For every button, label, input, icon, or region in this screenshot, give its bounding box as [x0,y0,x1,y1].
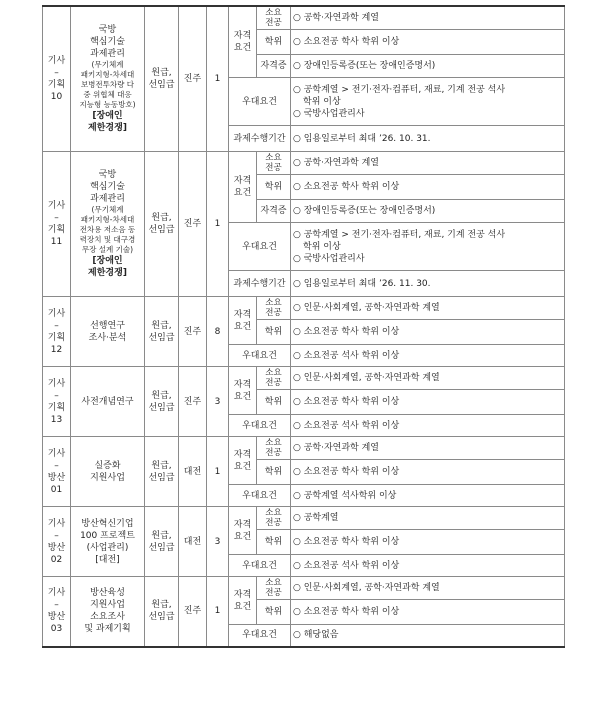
job-code-line: 기사 [47,201,66,211]
grade-line: 선임급 [148,225,175,235]
preference-text: ○ 소요전공 석사 학위 이상 [293,350,400,361]
requirements-label [229,577,257,625]
label-line: 전공 [265,588,282,598]
job-name-line: [대전] [95,554,120,565]
job-name-line: 지원사업 [90,472,125,483]
restriction-label: [장애인 [92,256,123,266]
job-name [71,507,145,577]
certificate-value [291,55,565,78]
job-name [71,6,145,152]
headcount: 3 [207,367,229,437]
headcount: 1 [207,577,229,647]
grade-line: 원급, [151,68,172,78]
table-row [43,297,565,320]
table-row [43,507,565,530]
major-label [257,507,291,530]
major-value [291,367,565,390]
preference-value [291,78,565,126]
label-line: 요건 [233,391,252,402]
recruitment-table [42,5,565,648]
preference-value [291,625,565,647]
job-code-line: 11 [50,237,63,247]
job-code-line: – [54,530,59,541]
location: 진주 [179,577,207,647]
preference-value [291,555,565,577]
job-name-line: 및 과제기획 [84,624,131,635]
requirements-label [229,367,257,415]
grade [145,437,179,507]
job-name-line: (사업관리) [86,542,129,553]
headcount: 3 [207,507,229,577]
label-line: 자격 [233,31,252,41]
label-line: 자격 [233,589,252,600]
preference-value [291,415,565,437]
label-line: 자격 [233,519,252,530]
job-code-line: – [54,600,59,611]
job-name-line: 100 프로젝트 [80,530,135,541]
location: 대전 [179,507,207,577]
period-value [291,126,565,152]
table-row [43,6,565,30]
label-line: 소요 [265,8,282,18]
grade-line: 원급, [151,390,172,401]
preference-text: ○ 소요전공 석사 학위 이상 [293,560,400,571]
preference-value [291,345,565,367]
job-name-detail: 중 위협체 대응 [83,90,132,99]
preference-label: 우대요건 [229,485,291,507]
job-name-detail: (무기체계 [91,60,124,69]
job-name [71,577,145,647]
grade [145,367,179,437]
preference-text: ○ 소요전공 석사 학위 이상 [293,420,400,431]
grade-line: 선임급 [148,472,175,483]
degree-value [291,460,565,485]
degree-value [291,530,565,555]
job-name-line: 핵심기술 [90,182,125,192]
degree-label: 학위 [257,460,291,485]
job-name-line: 지원사업 [90,600,125,611]
job-name-detail: 패키지형-차세대 [80,215,135,224]
label-line: 소요 [265,578,282,588]
major-label [257,6,291,30]
job-code-line: 기획 [47,332,66,343]
grade-line: 원급, [151,460,172,471]
job-code [43,577,71,647]
job-code-line: 방산 [47,472,66,483]
job-code-line: 01 [50,484,63,495]
requirements-label [229,437,257,485]
preference-value [291,223,565,271]
job-code [43,437,71,507]
location: 진주 [179,152,207,297]
major-text: ○ 공학계열 [293,513,339,523]
location: 대전 [179,437,207,507]
major-label [257,297,291,320]
degree-text: ○ 소요전공 학사 학위 이상 [293,37,400,47]
job-name-line: 방산육성 [90,588,125,599]
label-line: 자격 [233,379,252,390]
grade-line: 원급, [151,600,172,611]
major-value [291,437,565,460]
major-label [257,437,291,460]
degree-value [291,30,565,55]
job-code [43,367,71,437]
label-line: 소요 [265,508,282,518]
headcount: 1 [207,437,229,507]
job-code-line: 기사 [47,448,66,459]
degree-text: ○ 소요전공 학사 학위 이상 [293,397,400,407]
job-code-line: 13 [50,414,63,425]
job-name-detail: 패키지형-차세대 [80,70,135,79]
certificate-text: ○ 장애인등록증(또는 장애인증명서) [293,206,436,216]
preference-label: 우대요건 [229,625,291,647]
table-body [43,6,565,647]
label-line: 전공 [265,448,282,458]
requirements-label [229,152,257,223]
grade [145,507,179,577]
label-line: 요건 [233,43,252,53]
job-code-line: – [54,213,59,223]
job-code-line: 방산 [47,542,66,553]
degree-label: 학위 [257,600,291,625]
job-code-line: 기사 [47,588,66,599]
major-label [257,577,291,600]
label-line: 요건 [233,321,252,332]
grade-line: 원급, [151,530,172,541]
restriction-label: 제한경쟁] [88,123,127,133]
grade-line: 선임급 [148,612,175,623]
job-name-line: 과제관리 [90,194,125,204]
degree-label: 학위 [257,320,291,345]
label-line: 전공 [265,18,282,28]
major-text: ○ 인문·사회계열, 공학·자연과학 계열 [293,583,440,593]
degree-value [291,175,565,200]
major-value [291,507,565,530]
degree-text: ○ 소요전공 학사 학위 이상 [293,467,400,477]
job-code [43,152,71,297]
degree-text: ○ 소요전공 학사 학위 이상 [293,182,400,192]
job-name-detail: 무장 설계 기술) [81,245,134,254]
job-code-line: 기사 [47,518,66,529]
requirements-label [229,507,257,555]
grade-line: 선임급 [148,80,175,90]
preference-label: 우대요건 [229,415,291,437]
label-line: 자격 [233,309,252,320]
job-code-line: 기사 [47,378,66,389]
grade-line: 원급, [151,320,172,331]
job-code-line: – [54,320,59,331]
certificate-label: 자격증 [257,200,291,223]
headcount: 8 [207,297,229,367]
job-name-line: 실증화 [94,460,121,471]
period-value [291,271,565,297]
label-line: 전공 [265,308,282,318]
job-code-line: – [54,390,59,401]
table-row [43,577,565,600]
period-label: 과제수행기간 [229,126,291,152]
degree-label: 학위 [257,30,291,55]
label-line: 소요 [265,438,282,448]
major-text: ○ 인문·사회계열, 공학·자연과학 계열 [293,303,440,313]
grade [145,577,179,647]
major-text: ○ 공학·자연과학 계열 [293,13,379,23]
job-name-line: 선행연구 [90,320,125,331]
job-code [43,507,71,577]
job-code-line: – [54,460,59,471]
table-row [43,437,565,460]
job-code-line: 10 [50,92,63,102]
job-name-line: 조사·분석 [88,332,127,343]
location: 진주 [179,6,207,152]
job-code-line: 기획 [47,225,66,235]
label-line: 요건 [233,601,252,612]
label-line: 소요 [265,368,282,378]
certificate-label: 자격증 [257,55,291,78]
label-line: 요건 [233,461,252,472]
major-text: ○ 인문·사회계열, 공학·자연과학 계열 [293,373,440,383]
degree-text: ○ 소요전공 학사 학위 이상 [293,607,400,617]
preference-text: ○ 국방사업관리사 [293,108,365,119]
period-label: 과제수행기간 [229,271,291,297]
preference-text: ○ 공학계열 석사학위 이상 [293,490,397,501]
location: 진주 [179,297,207,367]
job-name-detail: 력장치 및 대구경 [79,235,136,244]
label-line: 요건 [233,188,252,198]
major-label [257,367,291,390]
job-code-line: 03 [50,624,63,635]
major-text: ○ 공학·자연과학 계열 [293,158,379,168]
major-value [291,152,565,175]
grade [145,297,179,367]
job-code-line: 12 [50,344,63,355]
major-value [291,297,565,320]
degree-value [291,390,565,415]
table-row [43,152,565,175]
job-code-line: 02 [50,554,63,565]
degree-label: 학위 [257,175,291,200]
preference-text: 학위 이상 [303,96,341,107]
period-text: ○ 임용일로부터 최대 ’26. 10. 31. [293,133,431,144]
degree-value [291,320,565,345]
period-text: ○ 임용일로부터 최대 ’26. 11. 30. [293,278,431,289]
job-code-line: 방산 [47,612,66,623]
job-name-line: 소요조사 [90,612,125,623]
label-line: 자격 [233,176,252,186]
job-name-line: 국방 [98,170,117,180]
major-value [291,6,565,30]
requirements-label [229,6,257,78]
job-name [71,367,145,437]
preference-text: ○ 공학계열 > 전기·전자·컴퓨터, 재료, 기계 전공 석사 [293,84,506,95]
requirements-label [229,297,257,345]
label-line: 자격 [233,449,252,460]
degree-label: 학위 [257,530,291,555]
location: 진주 [179,367,207,437]
headcount: 1 [207,152,229,297]
restriction-label: [장애인 [92,111,123,121]
job-name [71,437,145,507]
job-name-line: 핵심기술 [90,37,125,47]
grade [145,152,179,297]
headcount: 1 [207,6,229,152]
label-line: 전공 [265,518,282,528]
job-name-detail: 보병전투차량 다 [80,80,135,89]
degree-value [291,600,565,625]
certificate-text: ○ 장애인등록증(또는 장애인증명서) [293,61,436,71]
preference-text: 학위 이상 [303,241,341,252]
job-name-detail: 지능형 능동방호) [79,100,136,109]
grade-line: 원급, [151,213,172,223]
job-code-line: – [54,68,59,78]
grade [145,6,179,152]
preference-text: ○ 공학계열 > 전기·전자·컴퓨터, 재료, 기계 전공 석사 [293,229,506,240]
grade-line: 선임급 [148,542,175,553]
grade-line: 선임급 [148,332,175,343]
job-name-detail: (무기체계 [91,205,124,214]
job-code-line: 기사 [47,56,66,66]
job-code-line: 기획 [47,80,66,90]
job-name-line: 국방 [98,25,117,35]
job-name [71,297,145,367]
degree-label: 학위 [257,390,291,415]
preference-label: 우대요건 [229,345,291,367]
job-name-line: 사전개념연구 [81,396,134,407]
grade-line: 선임급 [148,402,175,413]
job-code-line: 기획 [47,402,66,413]
restriction-label: 제한경쟁] [88,268,127,278]
label-line: 전공 [265,163,282,173]
label-line: 소요 [265,298,282,308]
label-line: 소요 [265,153,282,163]
job-name-detail: 전차용 저소음 동 [79,225,136,234]
preference-label: 우대요건 [229,555,291,577]
job-code-line: 기사 [47,308,66,319]
preference-text: ○ 해당없음 [293,630,339,641]
job-code [43,297,71,367]
job-name [71,152,145,297]
preference-label: 우대요건 [229,78,291,126]
major-label [257,152,291,175]
table-row [43,367,565,390]
job-name-line: 과제관리 [90,49,125,59]
certificate-value [291,200,565,223]
degree-text: ○ 소요전공 학사 학위 이상 [293,327,400,337]
label-line: 요건 [233,531,252,542]
major-text: ○ 공학·자연과학 계열 [293,443,379,453]
preference-text: ○ 국방사업관리사 [293,253,365,264]
job-code [43,6,71,152]
preference-value [291,485,565,507]
degree-text: ○ 소요전공 학사 학위 이상 [293,537,400,547]
major-value [291,577,565,600]
label-line: 전공 [265,378,282,388]
preference-label: 우대요건 [229,223,291,271]
job-name-line: 방산혁신기업 [81,518,134,529]
